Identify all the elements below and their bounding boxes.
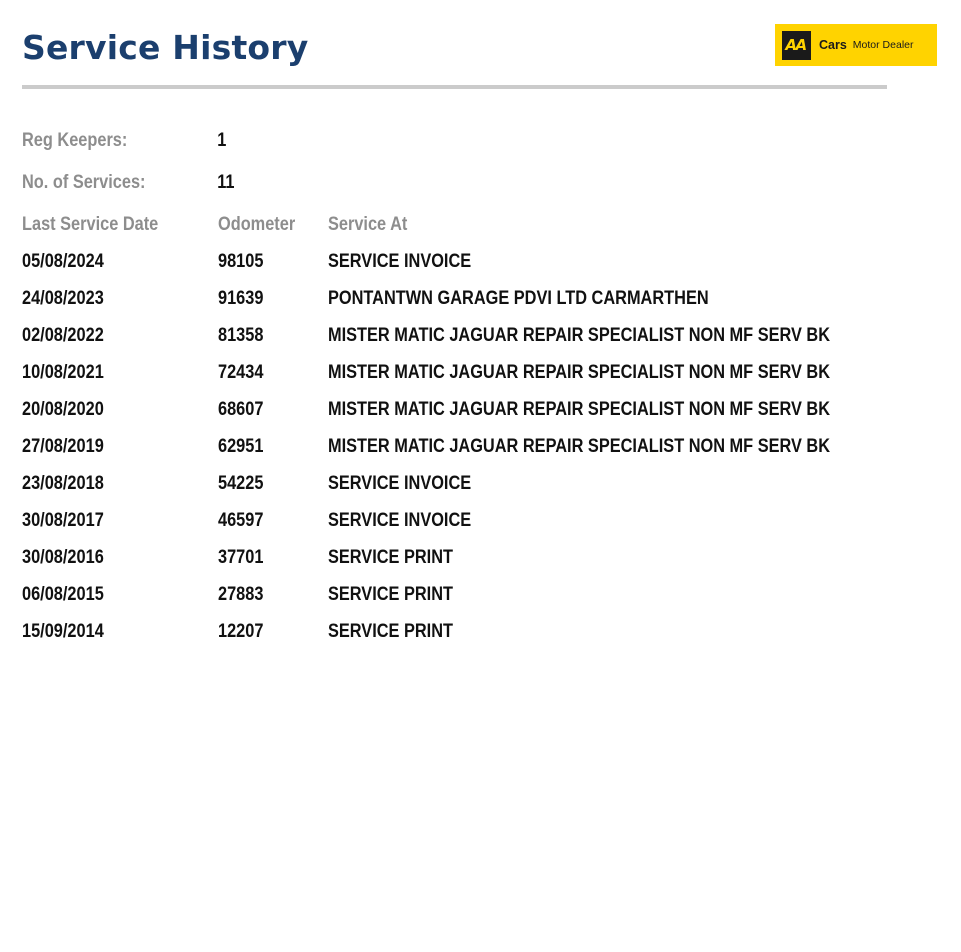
table-row xyxy=(22,391,928,428)
odometer-reading: 91639 xyxy=(218,288,264,309)
badge-cars-label: Cars xyxy=(819,38,847,52)
service-date: 10/08/2021 xyxy=(22,362,104,383)
odometer-reading: 46597 xyxy=(218,510,264,531)
odometer-reading: 81358 xyxy=(218,325,264,346)
service-history-table xyxy=(22,206,928,650)
odometer-reading: 27883 xyxy=(218,584,264,605)
odometer-reading: 54225 xyxy=(218,473,264,494)
header-last-service-date: Last Service Date xyxy=(22,214,159,235)
table-row xyxy=(22,317,928,354)
badge-dealer-label: Motor Dealer xyxy=(852,39,914,51)
service-location: SERVICE PRINT xyxy=(328,621,454,642)
table-row xyxy=(22,465,928,502)
service-date: 24/08/2023 xyxy=(22,288,104,309)
services-count-label: No. of Services: xyxy=(22,172,146,193)
aa-cars-motor-dealer-badge xyxy=(775,24,937,66)
table-row xyxy=(22,539,928,576)
service-location: SERVICE INVOICE xyxy=(328,473,472,494)
service-location: MISTER MATIC JAGUAR REPAIR SPECIALIST NON MF SERV BK xyxy=(328,436,831,457)
aa-logo-icon: AA xyxy=(782,31,811,60)
service-date: 30/08/2016 xyxy=(22,547,104,568)
service-date: 20/08/2020 xyxy=(22,399,104,420)
services-count-row xyxy=(22,165,235,201)
service-location-cell xyxy=(328,317,844,354)
reg-keepers-row xyxy=(22,123,226,159)
service-location-cell xyxy=(328,428,844,465)
service-date: 30/08/2017 xyxy=(22,510,104,531)
table-row xyxy=(22,502,928,539)
service-location: SERVICE PRINT xyxy=(328,547,454,568)
page-title: Service History xyxy=(22,28,309,67)
service-location: SERVICE INVOICE xyxy=(328,510,472,531)
service-location: MISTER MATIC JAGUAR REPAIR SPECIALIST NON MF SERV BK xyxy=(328,325,831,346)
title-divider xyxy=(22,85,887,89)
odometer-reading: 12207 xyxy=(218,621,264,642)
service-date: 06/08/2015 xyxy=(22,584,104,605)
reg-keepers-value: 1 xyxy=(217,130,227,151)
odometer-reading: 98105 xyxy=(218,251,264,272)
reg-keepers-label: Reg Keepers: xyxy=(22,130,128,151)
odometer-reading: 37701 xyxy=(218,547,264,568)
header-odometer: Odometer xyxy=(218,214,296,235)
service-location: SERVICE INVOICE xyxy=(328,251,472,272)
table-header-row xyxy=(22,206,928,243)
service-location: MISTER MATIC JAGUAR REPAIR SPECIALIST NON MF SERV BK xyxy=(328,362,831,383)
odometer-reading: 72434 xyxy=(218,362,264,383)
table-row xyxy=(22,428,928,465)
odometer-reading: 68607 xyxy=(218,399,264,420)
service-location: MISTER MATIC JAGUAR REPAIR SPECIALIST NON MF SERV BK xyxy=(328,399,831,420)
table-row xyxy=(22,243,928,280)
table-row xyxy=(22,280,928,317)
service-location-cell xyxy=(328,391,844,428)
service-date: 15/09/2014 xyxy=(22,621,104,642)
table-row xyxy=(22,576,928,613)
service-date: 27/08/2019 xyxy=(22,436,104,457)
service-date: 23/08/2018 xyxy=(22,473,104,494)
service-location: SERVICE PRINT xyxy=(328,584,454,605)
table-row xyxy=(22,354,928,391)
service-location-cell xyxy=(328,354,844,391)
service-date: 05/08/2024 xyxy=(22,251,104,272)
service-date: 02/08/2022 xyxy=(22,325,104,346)
service-location: PONTANTWN GARAGE PDVI LTD CARMARTHEN xyxy=(328,288,709,309)
odometer-reading: 62951 xyxy=(218,436,264,457)
services-count-value: 11 xyxy=(217,172,235,193)
table-row xyxy=(22,613,928,650)
header-service-at: Service At xyxy=(328,214,408,235)
